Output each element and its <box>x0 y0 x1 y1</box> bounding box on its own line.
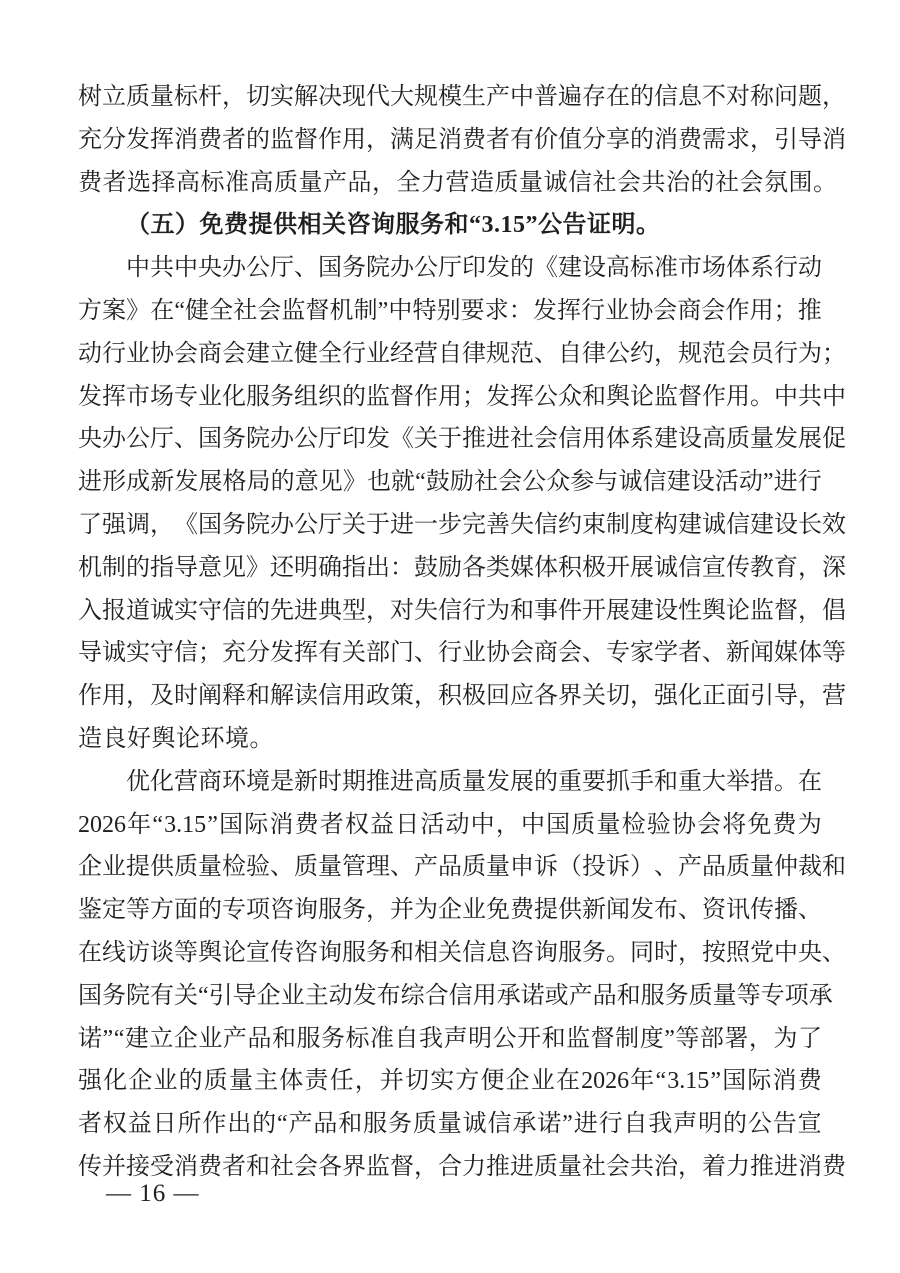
document-body <box>78 76 846 1189</box>
text-line: 树 立 质 量 标 杆 ， 切 实 解 决 现 代 大 规 模 生 产 中 普 遍 存 在 的 信 息 不 对 称 问 题 ， <box>78 84 846 110</box>
text-line: 发 挥 市 场 专 业 化 服 务 组 织 的 监 督 作 用 ； 发 挥 公 众 和 舆 论 监 督 作 用 。 中 共 中 <box>78 383 846 410</box>
text-line: 中 共 中 央 办 公 厅 、 国 务 院 办 公 厅 印 发 的 《 建 设 高 标 准 市 场 体 系 行 动 <box>126 255 822 282</box>
text-line: 鉴 定 等 方 面 的 专 项 咨 询 服 务 ， 并 为 企 业 免 费 提 供 新 闻 发 布 、 资 讯 传 播 、 <box>78 897 822 924</box>
text-line: 作 用 ， 及 时 阐 释 和 解 读 信 用 政 策 ， 积 极 回 应 各 界 关 切 ， 强 化 正 面 引 导 ， 营 <box>78 683 846 710</box>
text-line: 2026 年 “ 3.15 ” 国 际 消 费 者 权 益 日 活 动 中 ， 中 国 质 量 检 验 协 会 将 免 费 为 <box>78 811 822 838</box>
text-line: 优 化 营 商 环 境 是 新 时 期 推 进 高 质 量 发 展 的 重 要 抓 手 和 重 大 举 措 。 在 <box>126 768 822 795</box>
text-line: 方 案 》 在 “ 健 全 社 会 监 督 机 制 ” 中 特 别 要 求 ： 发 挥 行 业 协 会 商 会 作 用 ； 推 <box>78 297 822 324</box>
text-line: 入 报 道 诚 实 守 信 的 先 进 典 型 ， 对 失 信 行 为 和 事 件 开 展 建 设 性 舆 论 监 督 ， 倡 <box>78 597 846 624</box>
text-line: 诺 ” “ 建 立 企 业 产 品 和 服 务 标 准 自 我 声 明 公 开 和 监 督 制 度 ” 等 部 署 ， 为 了 <box>78 1025 822 1052</box>
page-number: — 16 — <box>106 1180 200 1207</box>
text-line: 传 并 接 受 消 费 者 和 社 会 各 界 监 督 ， 合 力 推 进 质 量 社 会 共 治 ， 着 力 推 进 消 费 <box>78 1153 846 1180</box>
section-heading: （五）免费提供相关咨询服务和“3.15”公告证明。 <box>126 212 661 239</box>
text-line: 者 权 益 日 所 作 出 的 “ 产 品 和 服 务 质 量 诚 信 承 诺 ” 进 行 自 我 声 明 的 公 告 宣 <box>78 1111 822 1138</box>
text-line: 动 行 业 协 会 商 会 建 立 健 全 行 业 经 营 自 律 规 范 、 自 律 公 约 ， 规 范 会 员 行 为 ； <box>78 340 846 367</box>
text-line: 充 分 发 挥 消 费 者 的 监 督 作 用 ， 满 足 消 费 者 有 价 值 分 享 的 消 费 需 求 ， 引 导 消 <box>78 126 846 153</box>
text-line: 造良好舆论环境。 <box>78 725 274 752</box>
text-line: 机 制 的 指 导 意 见 》 还 明 确 指 出 ： 鼓 励 各 类 媒 体 积 极 开 展 诚 信 宣 传 教 育 ， 深 <box>78 554 846 581</box>
text-line: 进 形 成 新 发 展 格 局 的 意 见 》 也 就 “ 鼓 励 社 会 公 众 参 与 诚 信 建 设 活 动 ” 进 行 <box>78 469 822 496</box>
text-line: 国 务 院 有 关 “ 引 导 企 业 主 动 发 布 综 合 信 用 承 诺 或 产 品 和 服 务 质 量 等 专 项 承 <box>78 982 833 1009</box>
text-line: 费者选择高标准高质量产品，全力营造质量诚信社会共治的社会氛围。 <box>78 169 838 196</box>
text-line: 企 业 提 供 质 量 检 验 、 质 量 管 理 、 产 品 质 量 申 诉 （ 投 诉 ） 、 产 品 质 量 仲 裁 和 <box>78 854 846 881</box>
text-line: 强 化 企 业 的 质 量 主 体 责 任 ， 并 切 实 方 便 企 业 在 2026 年 “ 3.15 ” 国 际 消 费 <box>78 1068 822 1095</box>
text-line: 导 诚 实 守 信 ； 充 分 发 挥 有 关 部 门 、 行 业 协 会 商 会 、 专 家 学 者 、 新 闻 媒 体 等 <box>78 640 846 667</box>
text-line: 了 强 调 ， 《 国 务 院 办 公 厅 关 于 进 一 步 完 善 失 信 约 束 制 度 构 建 诚 信 建 设 长 效 <box>78 511 846 538</box>
text-line: 央 办 公 厅 、 国 务 院 办 公 厅 印 发 《 关 于 推 进 社 会 信 用 体 系 建 设 高 质 量 发 展 促 <box>78 426 846 453</box>
text-line: 在 线 访 谈 等 舆 论 宣 传 咨 询 服 务 和 相 关 信 息 咨 询 服 务 。 同 时 ， 按 照 党 中 央 、 <box>78 939 846 966</box>
